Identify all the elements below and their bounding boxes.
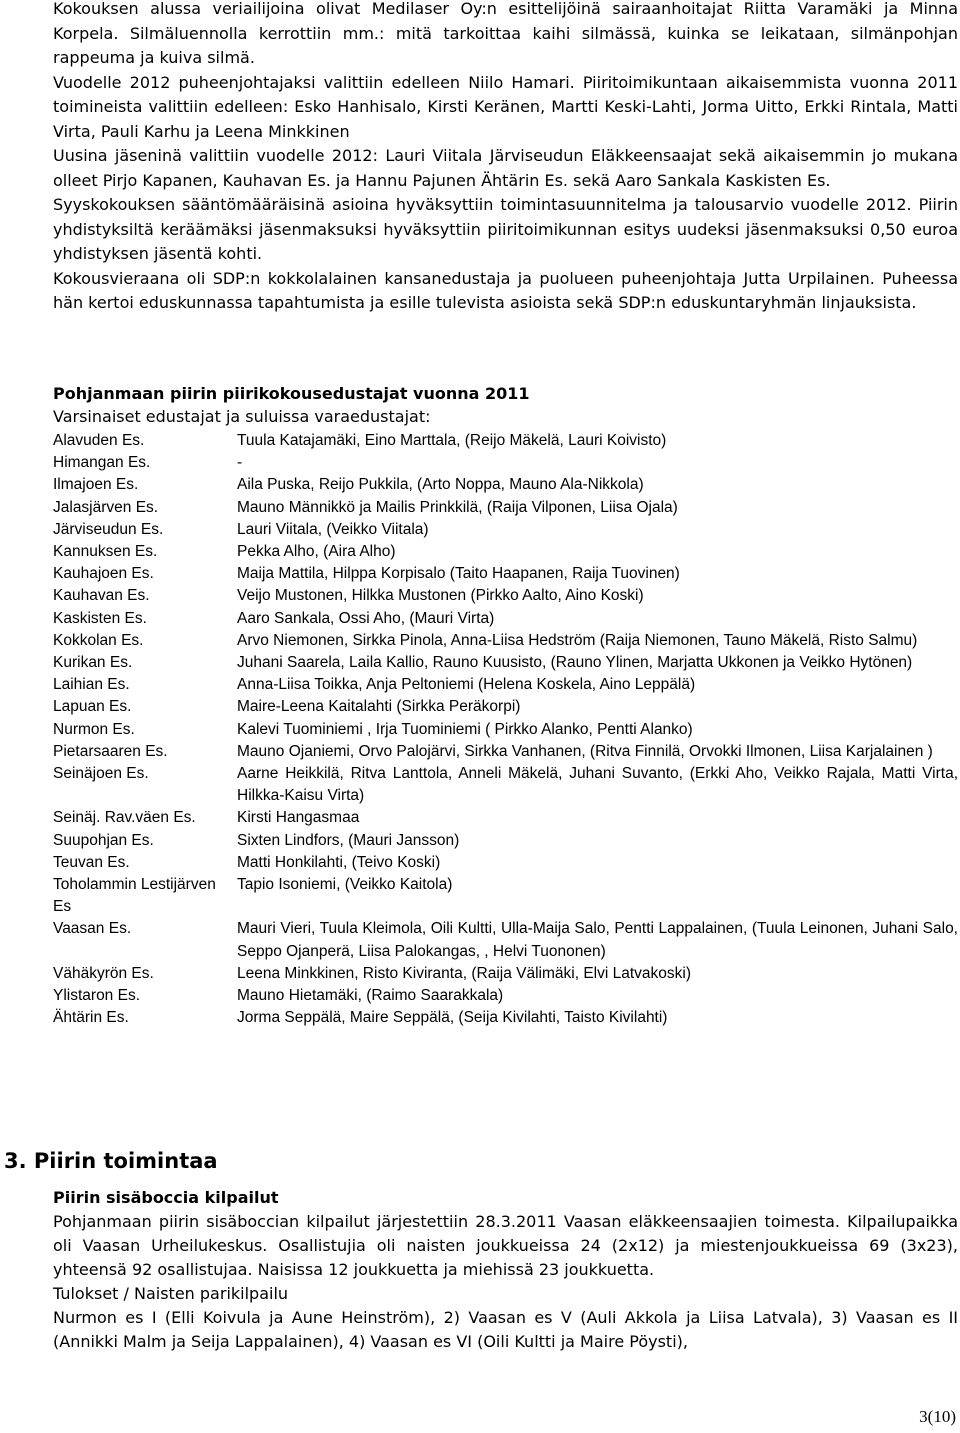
- association-name: Pietarsaaren Es.: [53, 742, 168, 760]
- association-name: Seinäj. Rav.väen Es.: [53, 809, 196, 827]
- delegate-names: Mauri Vieri, Tuula Kleimola, Oili Kultti, Ulla-Maija Salo, Pentti Lappalainen, (Tuula Leinonen, Juhani Salo, Seppo Ojanperä, Liisa Palokangas, , Helvi Tuononen): [237, 920, 958, 960]
- table-row: [53, 585, 958, 607]
- association-name: Ähtärin Es.: [53, 1009, 129, 1027]
- association-name: Toholammin Lestijärven Es: [53, 876, 216, 916]
- delegate-names: Aila Puska, Reijo Pukkila, (Arto Noppa, Mauno Ala-Nikkola): [237, 476, 644, 494]
- table-row: [53, 874, 958, 918]
- table-row: [53, 630, 958, 652]
- intro-text: [53, 0, 958, 316]
- table-row: [53, 763, 958, 807]
- association-name: Alavuden Es.: [53, 432, 145, 449]
- delegate-names: Veijo Mustonen, Hilkka Mustonen (Pirkko Aalto, Aino Koski): [237, 587, 644, 605]
- delegate-names: Mauno Ojaniemi, Orvo Palojärvi, Sirkka Vanhanen, (Ritva Finnilä, Orvokki Ilmonen, Liisa Karjalainen ): [237, 742, 933, 760]
- association-name: Lapuan Es.: [53, 698, 132, 716]
- delegates-subheading: Varsinaiset edustajat ja suluissa varaedustajat:: [53, 407, 431, 426]
- delegate-names: Kalevi Tuominiemi , Irja Tuominiemi ( Pirkko Alanko, Pentti Alanko): [237, 720, 693, 738]
- delegate-names: Juhani Saarela, Laila Kallio, Rauno Kuusisto, (Rauno Ylinen, Marjatta Ukkonen ja Veikko Hytönen): [237, 654, 913, 672]
- delegate-names: Jorma Seppälä, Maire Seppälä, (Seija Kivilahti, Taisto Kivilahti): [237, 1009, 668, 1027]
- table-row: [53, 563, 958, 585]
- association-name: Vaasan Es.: [53, 920, 132, 938]
- association-name: Kauhavan Es.: [53, 587, 150, 605]
- intro-paragraph: Syyskokouksen sääntömääräisinä asioina hyväksyttiin toimintasuunnitelma ja talousarvio vuodelle 2012. Piirin yhdistyksiltä keräämäksi jäsenmaksuksi hyväksyttiin piiritoimikunnan esitys uudeksi jäsenmaksuksi 0,50 euroa yhdistyksen jäsentä kohti.: [53, 195, 958, 263]
- delegate-names: -: [237, 454, 243, 472]
- delegate-names: Arvo Niemonen, Sirkka Pinola, Anna-Liisa Hedström (Raija Niemonen, Tauno Mäkelä, Risto Salmu): [237, 631, 918, 649]
- intro-paragraph: Vuodelle 2012 puheenjohtajaksi valittiin edelleen Niilo Hamari. Piiritoimikuntaan aikaisemmista vuonna 2011 toimineista valittiin edelleen: Esko Hanhisalo, Kirsti Keränen, Martti Keski-Lahti, Jorma Uitto, Erkki Rintala, Matti Virta, Pauli Karhu ja Leena Minkkinen: [53, 72, 958, 141]
- association-name: Kannuksen Es.: [53, 543, 158, 561]
- delegate-names: Kirsti Hangasmaa: [237, 809, 360, 827]
- table-row: [53, 474, 958, 496]
- association-name: Nurmon Es.: [53, 720, 135, 738]
- table-row: [53, 741, 958, 763]
- association-name: Järviseudun Es.: [53, 520, 164, 538]
- delegates-table-body: [53, 430, 958, 1029]
- delegate-names: Aarne Heikkilä, Ritva Lanttola, Anneli Mäkelä, Juhani Suvanto, (Erkki Aho, Veikko Rajala, Matti Virta, Hilkka-Kaisu Virta): [237, 765, 958, 805]
- section-subtitle: Piirin sisäboccia kilpailut: [53, 1188, 279, 1207]
- delegate-names: Sixten Lindfors, (Mauri Jansson): [237, 831, 460, 849]
- delegate-names: Maire-Leena Kaitalahti (Sirkka Peräkorpi): [237, 698, 521, 716]
- results-text: Nurmon es I (Elli Koivula ja Aune Heinström), 2) Vaasan es V (Auli Akkola ja Liisa Latvala), 3) Vaasan es II (Annikki Malm ja Seija Lappalainen), 4) Vaasan es VI (Oili Kultti ja Maire Pöysti),: [53, 1308, 958, 1351]
- section-title: 3. Piirin toimintaa: [4, 1149, 218, 1173]
- table-row: [53, 452, 958, 474]
- association-name: Suupohjan Es.: [53, 831, 154, 849]
- table-row: [53, 852, 958, 874]
- results-label: Tulokset / Naisten parikilpailu: [53, 1284, 289, 1303]
- delegates-section: [53, 382, 958, 1029]
- association-name: Kauhajoen Es.: [53, 565, 154, 583]
- section-paragraph: Pohjanmaan piirin sisäboccian kilpailut järjestettiin 28.3.2011 Vaasan eläkkeensaajien toimesta. Kilpailupaikka oli Vaasan Urheilukeskus. Osallistujia oli naisten joukkueissa 24 (2x12) ja miestenjoukkueissa 69 (3x23), yhteensä 92 osallistujaa. Naisissa 12 joukkuetta ja miehissä 23 joukkuetta.: [53, 1212, 958, 1279]
- delegate-names: Lauri Viitala, (Veikko Viitala): [237, 520, 429, 538]
- table-row: [53, 1007, 958, 1029]
- intro-paragraph: Kokousvieraana oli SDP:n kokkolalainen kansanedustaja ja puolueen puheenjohtaja Jutta Urpilainen. Puheessa hän kertoi eduskunnassa tapahtumista ja esille tulevista asioista sekä SDP:n eduskuntaryhmän linjauksista.: [53, 268, 958, 312]
- delegate-names: Tuula Katajamäki, Eino Marttala, (Reijo Mäkelä, Lauri Koivisto): [237, 432, 667, 449]
- delegate-names: Pekka Alho, (Aira Alho): [237, 543, 396, 561]
- association-name: Kurikan Es.: [53, 654, 133, 672]
- intro-paragraph: Uusina jäseninä valittiin vuodelle 2012: Lauri Viitala Järviseudun Eläkkeensaajat sekä aikaisemmin jo mukana olleet Pirjo Kapanen, Kauhavan Es. ja Hannu Pajunen Ähtärin Es. sekä Aaro Sankala Kaskisten Es.: [53, 146, 958, 190]
- delegate-names: Mauno Männikkö ja Mailis Prinkkilä, (Raija Vilponen, Liisa Ojala): [237, 498, 678, 516]
- table-row: [53, 918, 958, 962]
- section-body: [53, 1186, 958, 1354]
- delegate-names: Matti Honkilahti, (Teivo Koski): [237, 853, 441, 871]
- table-row: [53, 719, 958, 741]
- page-number: 3(10): [919, 1407, 956, 1426]
- table-row: [53, 807, 958, 829]
- association-name: Ilmajoen Es.: [53, 476, 139, 494]
- table-row: [53, 674, 958, 696]
- table-row: [53, 963, 958, 985]
- table-row: [53, 430, 958, 452]
- association-name: Laihian Es.: [53, 676, 130, 694]
- delegate-names: Anna-Liisa Toikka, Anja Peltoniemi (Helena Koskela, Aino Leppälä): [237, 676, 696, 694]
- delegate-names: Maija Mattila, Hilppa Korpisalo (Taito Haapanen, Raija Tuovinen): [237, 565, 680, 583]
- table-row: [53, 985, 958, 1007]
- table-row: [53, 541, 958, 563]
- delegate-names: Leena Minkkinen, Risto Kiviranta, (Raija Välimäki, Elvi Latvakoski): [237, 964, 691, 982]
- association-name: Seinäjoen Es.: [53, 765, 149, 783]
- table-row: [53, 519, 958, 541]
- delegates-table: [53, 430, 958, 1029]
- delegate-names: Mauno Hietamäki, (Raimo Saarakkala): [237, 987, 504, 1005]
- delegate-names: Aaro Sankala, Ossi Aho, (Mauri Virta): [237, 609, 495, 627]
- delegates-heading: Pohjanmaan piirin piirikokousedustajat vuonna 2011: [53, 384, 530, 403]
- table-row: [53, 497, 958, 519]
- association-name: Teuvan Es.: [53, 853, 130, 871]
- table-row: [53, 830, 958, 852]
- delegate-names: Tapio Isoniemi, (Veikko Kaitola): [237, 876, 453, 894]
- association-name: Himangan Es.: [53, 454, 151, 472]
- association-name: Vähäkyrön Es.: [53, 964, 154, 982]
- association-name: Kaskisten Es.: [53, 609, 147, 627]
- association-name: Ylistaron Es.: [53, 987, 141, 1005]
- association-name: Kokkolan Es.: [53, 631, 144, 649]
- association-name: Jalasjärven Es.: [53, 498, 159, 516]
- table-row: [53, 652, 958, 674]
- table-row: [53, 696, 958, 718]
- table-row: [53, 608, 958, 630]
- intro-paragraph: Kokouksen alussa veriailijoina olivat Medilaser Oy:n esittelijöinä sairaanhoitajat Riitta Varamäki ja Minna Korpela. Silmäluennolla kerrottiin mm.: mitä tarkoittaa kaihi silmässä, kuinka se leikataan, silmänpohjan rappeuma ja kuiva silmä.: [53, 0, 958, 67]
